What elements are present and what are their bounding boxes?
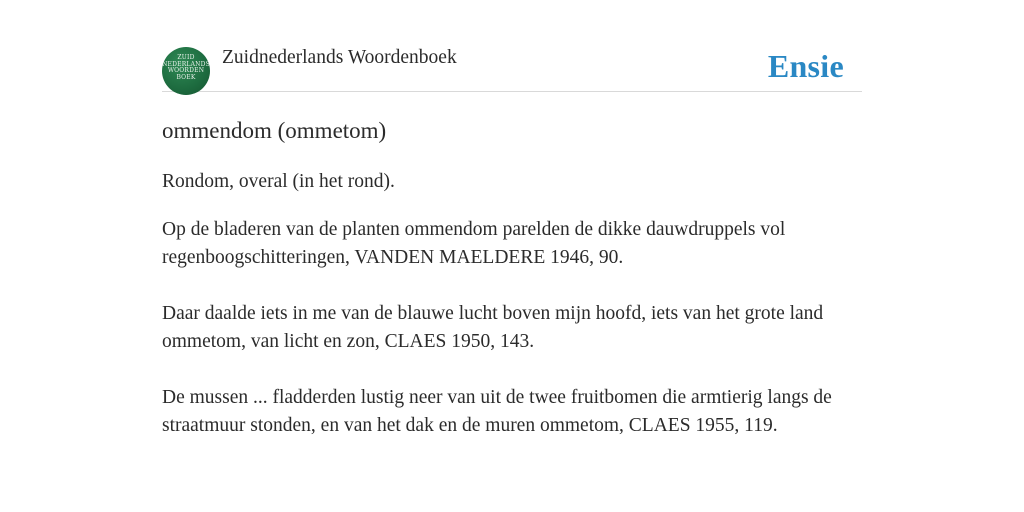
logo-line: BOEK [176, 73, 196, 81]
example-list [162, 216, 862, 440]
logo-line: NEDERLANDS [162, 60, 210, 68]
entry-title: ommendom (ommetom) [162, 118, 387, 143]
entry-definition: Rondom, overal (in het rond). [162, 171, 395, 192]
example-quote: De mussen ... fladderden lustig neer van uit de twee fruitbomen die armtierig langs de straatmuur stonden, en van het dak en de muren ommetom, CLAES 1955, 119. [162, 387, 832, 436]
example-quote: Daar daalde iets in me van de blauwe lucht boven mijn hoofd, iets van het grote land ommetom, van licht en zon, CLAES 1950, 143. [162, 303, 824, 352]
logo-text [162, 55, 210, 81]
example-quote: Op de bladeren van de planten ommendom parelden de dikke dauwdruppels vol regenboogschitteringen, VANDEN MAELDERE 1946, 90. [162, 219, 786, 268]
entry-card [162, 44, 862, 468]
ensie-logo[interactable]: Ensie [767, 48, 844, 84]
logo-line: WOORDEN [167, 67, 205, 74]
dictionary-logo[interactable] [162, 47, 210, 95]
header [162, 44, 862, 92]
logo-line: ZUID [177, 54, 195, 61]
dictionary-name[interactable]: Zuidnederlands Woordenboek [222, 47, 457, 68]
